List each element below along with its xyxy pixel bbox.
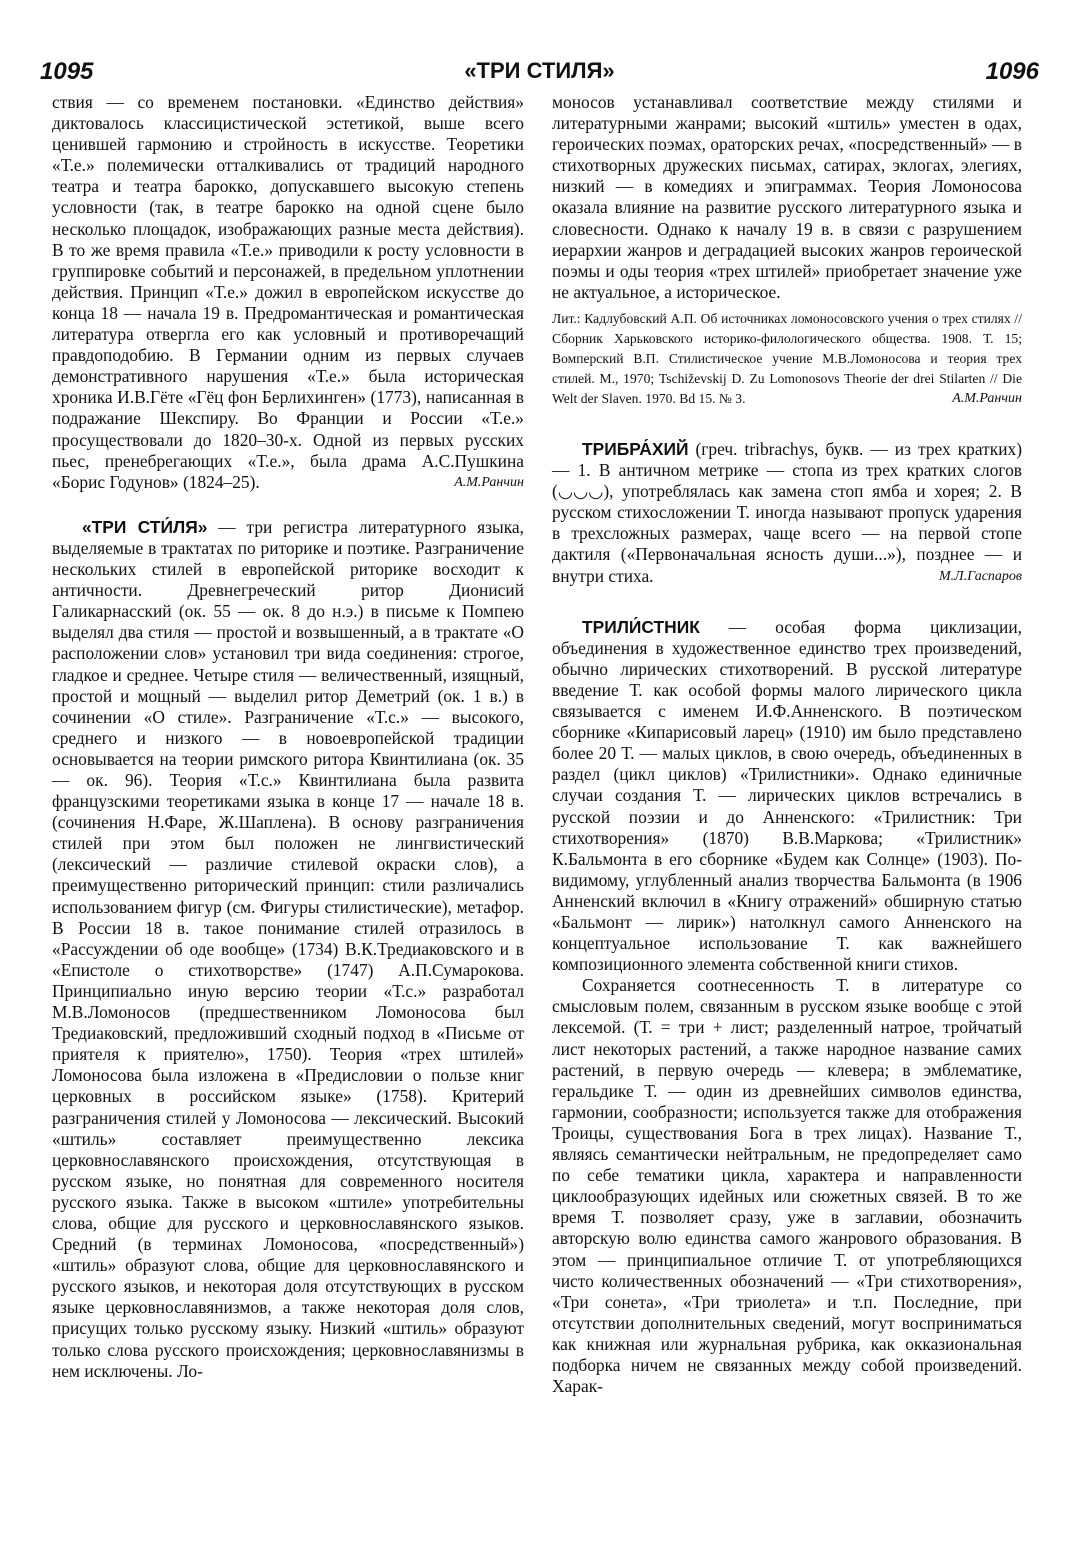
headword: ТРИЛИ́СТНИК — [582, 616, 700, 637]
headword: «ТРИ СТИ́ЛЯ» — [82, 516, 208, 537]
author-signature: А.М.Ранчин — [454, 474, 524, 490]
author-signature: М.Л.Гаспаров — [938, 568, 1022, 584]
entry-continuation-text: ствия — со временем постановки. «Единство действия» диктовалось классицистической эстетикой, выше всего ценившей гармонию и стройность в искусстве. Теоретики «Т.е.» полемически отталкивались от традиций народного театра и театра барокко, допускавшего высокую степень условности (так, в театре барокко на одной сцене было несколько площадок, изображающих разные места действия). В то же время правила «Т.е.» приводили к росту условности в группировке событий и персонажей, в предельном уплотнении действия. Принцип «Т.е.» дожил в европейском искусстве до конца 18 — начала 19 в. Предромантическая и романтическая литература отвергла его как условный и противоречащий правдоподобию. В Германии одним из первых случаев демонстративного нарушения «Т.е.» была историческая хроника И.В.Гёте «Гёц фон Берлихинген» (1773), написанная в подражание Шекспиру. Во Франции и России «Т.е.» просуществовали до 1820–30-х. Одной из первых русских пьес, пренебрегающих «Т.е.», была драма А.С.Пушкина «Борис Годунов» (1824–25). — [52, 92, 524, 492]
entry-tribrakhiy — [552, 439, 1022, 587]
page-number-right: 1096 — [985, 58, 1039, 85]
page-header — [40, 58, 1039, 92]
entry-paragraph: Сохраняется соотнесенность Т. в литературе со смысловым полем, связанным в русском языке вообще с этой лексемой. (Т. = три + лист; разделенный натрое, тройчатый лист некоторых растений, а также народное название самих растений, в первую очередь — клевера; в эмблематике, геральдике Т. — один из древнейших символов единства, гармонии, сообразности; используется также для отображения Троицы, существования Бога в трех лицах). Название Т., являясь семантически нейтральным, не предопределяет само по себе тематики цикла, характера и направленности циклообразующих идейных или сюжетных связей. В то же время Т. позволяет сразу, уже в заглавии, обозначить авторскую волю единства самого жанрового образования. В этом — принципиальное отличие Т. от употребляющихся чисто количественных обозначений — «Три стихотворения», «Три сонета», «Три триолета» и т.п. Последние, при отсутствии дополнительных сведений, могут восприниматься как книжная или журнальная рубрика, как окказиональная подборка ничем не связанных между собой произведений. Харак- — [552, 975, 1022, 1397]
entry-body: — три регистра литературного языка, выделяемые в трактатах по риторике и поэтике. Разграничение нескольких стилей в европейской риторике восходит к античности. Древнегреческий ритор Дионисий Галикарнасский (ок. 55 — ок. 8 до н.э.) в письме к Помпею выделял два стиля — простой и возвышенный, а в трактате «О расположении слов» установил три вида соединения: строгое, гладкое и среднее. Четыре стиля — величественный, изящный, простой и мощный — выделил ритор Деметрий (ок. 1 в.) в сочинении «О стиле». Разграничение «Т.с.» — высокого, среднего и низкого — в новоевропейской традиции основывается на теории римского ритора Квинтилиана (ок. 35 — ок. 96). Теория «Т.с.» Квинтилиана была развита французскими теоретиками языка в конце 17 — начале 18 в. (сочинения Н.Фаре, Ж.Шаплена). В основу разграничения стилей при этом был положен не лингвистический (лексический — различие стилевой окраски слов), а преимущественно риторический принцип: стили различались использованием фигур (см. Фигуры стилистические), метафор. В России 18 в. такое понимание стилей отразилось в «Рассуждении об оде вообще» (1734) В.К.Тредиаковского и в «Епистоле о стихотворстве» (1747) А.П.Сумарокова. Принципиально иную версию теории «Т.с.» разработал М.В.Ломоносов (предшественником Ломоносова был Тредиаковский, предложивший сходный подход в «Письме от приятеля к приятелю», 1750). Теория «трех штилей» Ломоносова была изложена в «Предисловии о пользе книг церковных в российском языке» (1758). Критерий разграничения стилей у Ломоносова — лексический. Высокий «штиль» составляет преимущественно лексика церковнославянского происхождения, отсутствующая в русском языке, но понятная для современного носителя русского языка. Также в высоком «штиле» употребительны слова, общие для русского и церковнославянского языков. Средний (в терминах Ломоносова, «посредственный») «штиль» образуют слова, общие для церковнославянского и русского языков, и некоторая доля отсутствующих в русском языке церковнославянизмов, а также некоторая доля слов, присущих только русскому языку. Низкий «штиль» образуют только слова русского происхождения; церковнославянизмы в нем исключены. Ло- — [52, 516, 524, 1381]
right-column — [552, 92, 1022, 1397]
page-number-left: 1095 — [40, 58, 94, 85]
entry-continuation-text: моносов устанавливал соответствие между стилями и литературными жанрами; высокий «штиль» уместен в одах, героических поэмах, ораторских речах, «посредственный» — в стихотворных дружеских письмах, сатирах, эклогах, элегиях, низкий — в комедиях и эпиграммах. Теория Ломоносова оказала влияние на развитие русского литературного языка и словесности. Однако к началу 19 в. в связи с разрушением иерархии жанров и деградацией высоких жанров героической поэмы и оды теория «трех штилей» приобретает значение уже не актуальное, а историческое. — [552, 92, 1022, 302]
entry-tri-stilya — [52, 517, 524, 1382]
entry-body: (греч. tribrachys, букв. — из трех кратких) — 1. В античном метрике — стопа из трех кратких слогов (◡◡◡), употреблялась как замена стоп ямба и хорея; 2. В русском стихосложении Т. иногда называют пропуск ударения в трехсложных размерах, чаще всего — на первой стопе дактиля («Первоначальная ясность души...»), позднее — и внутри стиха. — [552, 438, 1022, 586]
left-column — [52, 92, 524, 1382]
entry-body: — особая форма циклизации, объединения в художественное единство трех произведений, обычно лирических стихотворений. В русской литературе введение Т. как особой формы малого лирического цикла связывается с именем И.Ф.Анненского. В поэтическом сборнике «Кипарисовый ларец» (1910) им было представлено более 20 Т. — малых циклов, в свою очередь, объединенных в раздел (цикл циклов) «Трилистники». Однако единичные случаи создания Т. — лирических циклов встречались в русской поэзии и до Анненского: «Трилистник: Три стихотворения» (1870) В.В.Маркова; «Трилистник» К.Бальмонта в его сборнике «Будем как Солнце» (1903). По-видимому, углубленный анализ творчества Бальмонта (в 1906 Анненский включил в «Книгу отражений» обширную статью «Бальмонт — лирик») натолкнул самого Анненского на концептуальное использование Т. как важнейшего композиционного элемента собственной книги стихов. — [552, 616, 1022, 975]
running-title: «ТРИ СТИЛЯ» — [464, 58, 615, 83]
entry-separator — [52, 493, 524, 517]
headword: ТРИБРА́ХИЙ — [582, 438, 689, 459]
literature-text: Лит.: Кадлубовский А.П. Об источниках ломоносовского учения о трех стилях // Сборник Харьковского историко-филологического общества. 1908. Т. 15; Вомперский В.П. Стилистическое учение М.В.Ломоносова и теория трех стилей. М., 1970; Tschi⁠ževskij D. Zu Lomonosovs Theorie der drei Stilarten // Die Welt der Slaven. 1970. Bd 15. № 3. — [552, 310, 1022, 406]
author-signature: А.М.Ранчин — [952, 390, 1022, 406]
entry-trilistnik — [552, 617, 1022, 976]
entry-separator — [552, 587, 1022, 617]
literature-references — [552, 309, 1022, 409]
entry-separator — [552, 409, 1022, 439]
